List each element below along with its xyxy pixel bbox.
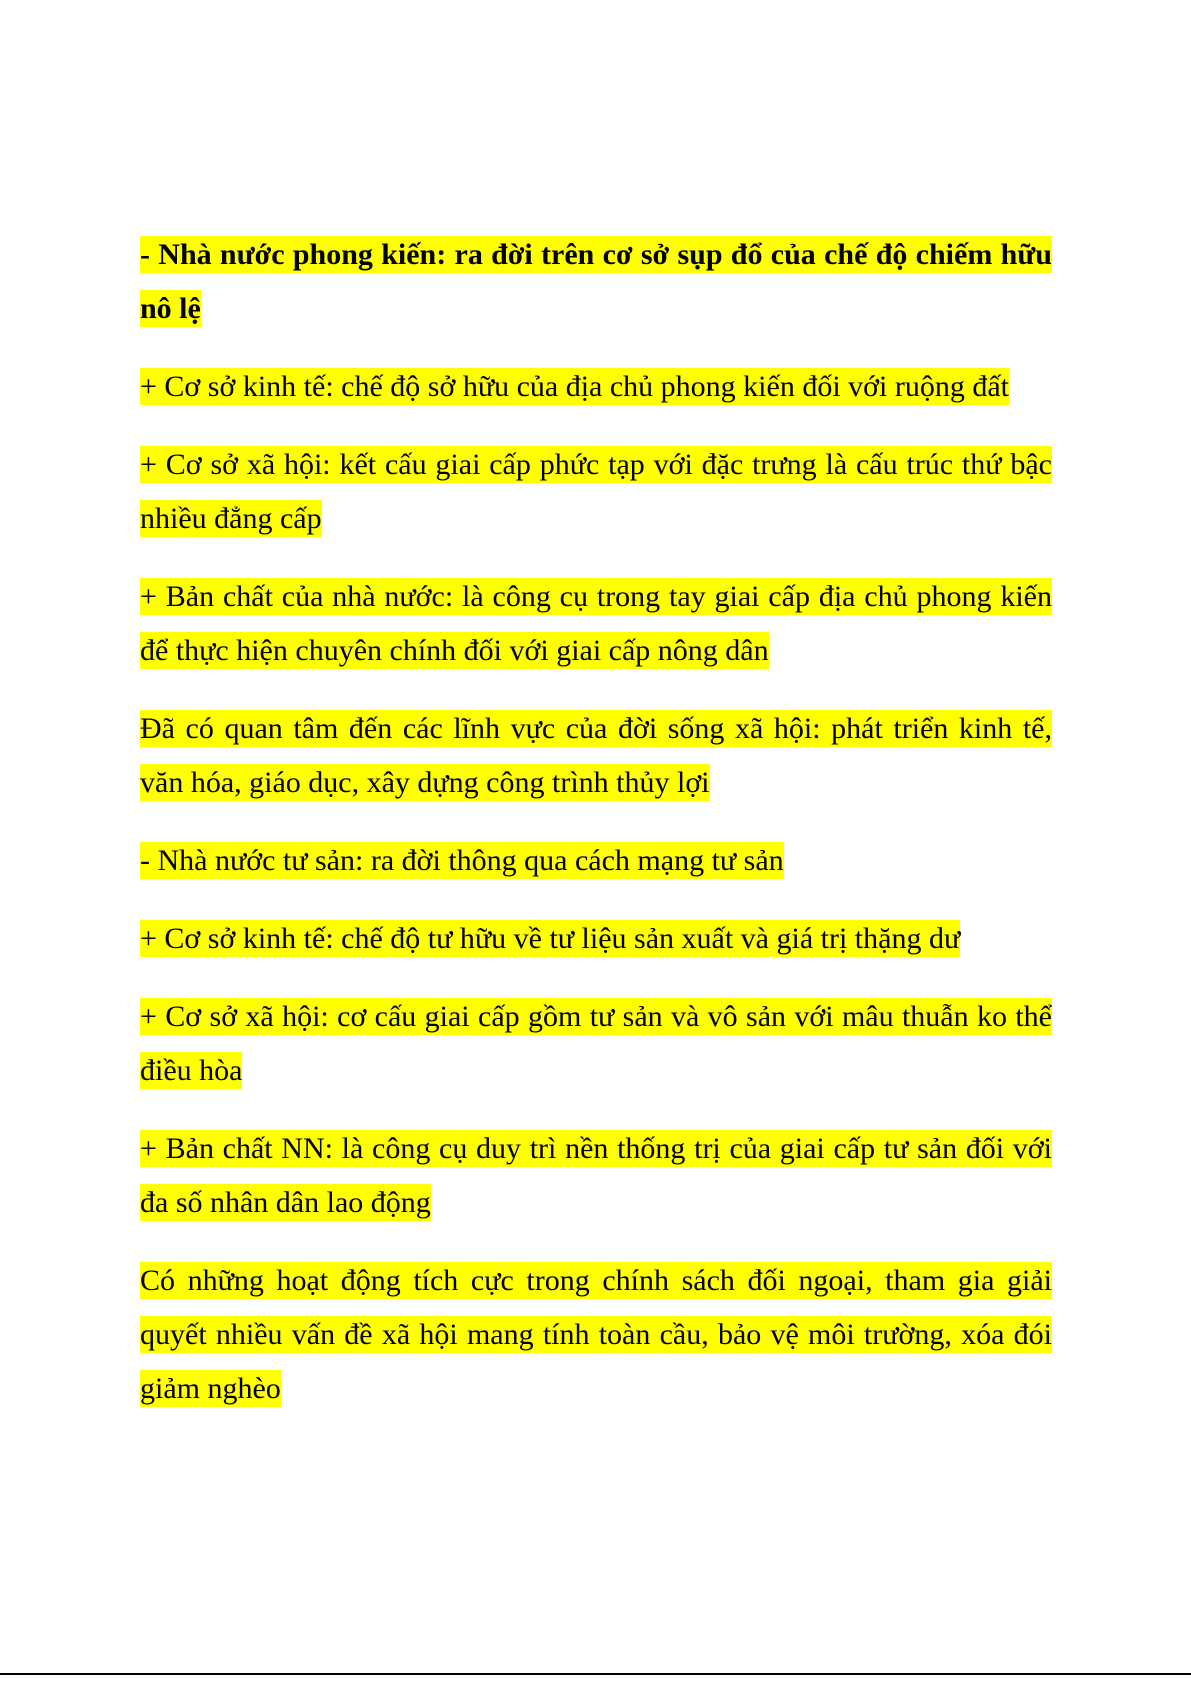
highlighted-text: Có những hoạt động tích cực trong chính sách đối ngoại, tham gia giải quyết nhiều vấn đề xã hội mang tính toàn cầu, bảo vệ môi trường, xóa đói giảm nghèo — [140, 1264, 1052, 1405]
paragraph-feudal-concerns — [140, 702, 1052, 810]
highlighted-text: + Cơ sở xã hội: kết cấu giai cấp phức tạp với đặc trưng là cấu trúc thứ bậc nhiều đẳng cấp — [140, 448, 1052, 535]
paragraph-bourgeois-activities — [140, 1254, 1052, 1416]
paragraph-bourgeois-state-heading — [140, 834, 1052, 888]
paragraph-feudal-nature — [140, 570, 1052, 678]
highlighted-text: + Cơ sở xã hội: cơ cấu giai cấp gồm tư sản và vô sản với mâu thuẫn ko thể điều hòa — [140, 1000, 1052, 1087]
paragraph-bourgeois-nature — [140, 1122, 1052, 1230]
highlighted-text: + Cơ sở kinh tế: chế độ tư hữu về tư liệu sản xuất và giá trị thặng dư — [140, 922, 961, 955]
highlighted-text: + Cơ sở kinh tế: chế độ sở hữu của địa chủ phong kiến đối với ruộng đất — [140, 370, 1010, 403]
paragraph-bourgeois-social-basis — [140, 990, 1052, 1098]
highlighted-text: + Bản chất của nhà nước: là công cụ trong tay giai cấp địa chủ phong kiến để thực hiện chuyên chính đối với giai cấp nông dân — [140, 580, 1052, 667]
document-body — [140, 228, 1052, 1440]
highlighted-text: + Bản chất NN: là công cụ duy trì nền thống trị của giai cấp tư sản đối với đa số nhân dân lao động — [140, 1132, 1052, 1219]
page-bottom-rule — [0, 1673, 1191, 1675]
highlighted-text: Đã có quan tâm đến các lĩnh vực của đời sống xã hội: phát triển kinh tế, văn hóa, giáo dục, xây dựng công trình thủy lợi — [140, 712, 1052, 799]
highlighted-text: - Nhà nước phong kiến: ra đời trên cơ sở sụp đổ của chế độ chiếm hữu nô lệ — [140, 238, 1052, 325]
paragraph-bourgeois-economic-basis — [140, 912, 1052, 966]
paragraph-feudal-economic-basis — [140, 360, 1052, 414]
paragraph-feudal-social-basis — [140, 438, 1052, 546]
paragraph-feudal-state-heading — [140, 228, 1052, 336]
highlighted-text: - Nhà nước tư sản: ra đời thông qua cách mạng tư sản — [140, 844, 784, 877]
